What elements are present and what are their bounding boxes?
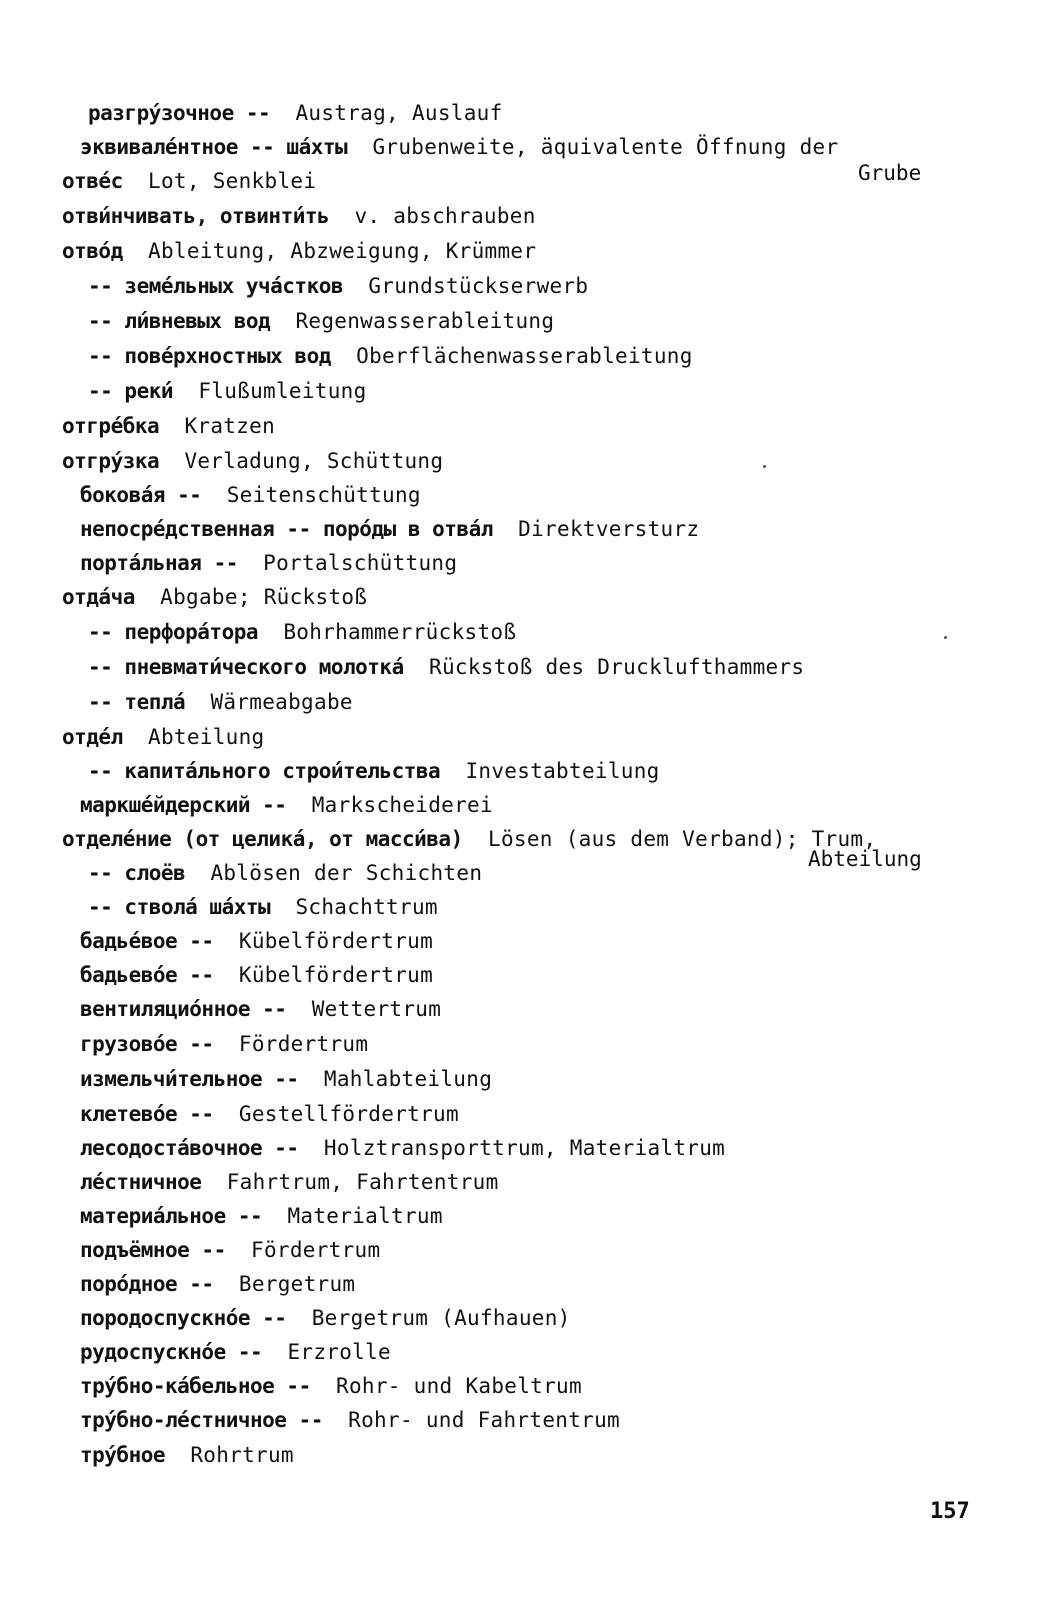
german-translation: Bergetrum: [238, 1272, 356, 1296]
german-translation: Direktversturz: [518, 517, 700, 541]
german-translation: v. abschrauben: [354, 204, 536, 228]
dictionary-entry: [62, 164, 316, 198]
russian-term: -- слоёв: [88, 861, 186, 885]
dictionary-entry: [80, 1403, 620, 1437]
overflow-word-abteilung: Abteilung: [808, 847, 922, 871]
dictionary-entry: [62, 580, 367, 614]
dictionary-entry: [88, 615, 516, 649]
dictionary-entry: [88, 856, 482, 890]
russian-term: -- капита́льного строи́тельства: [88, 759, 441, 783]
russian-term: непосре́дственная -- поро́ды в отва́л: [80, 517, 493, 541]
dictionary-entry: [88, 304, 554, 338]
russian-term: вентиляцио́нное --: [80, 997, 287, 1021]
german-translation: Fahrtrum, Fahrtentrum: [226, 1170, 499, 1194]
russian-term: -- ли́вневых вод: [88, 309, 271, 333]
dictionary-entry: [80, 992, 441, 1026]
dictionary-entry: [62, 822, 876, 856]
german-translation: Kübelfördertrum: [238, 929, 434, 953]
dictionary-entry: [80, 1301, 571, 1335]
scan-speck: [763, 465, 766, 468]
german-translation: Mahlabteilung: [323, 1067, 493, 1091]
overflow-word-grube: Grube: [858, 161, 922, 185]
dictionary-entry: [62, 199, 536, 233]
german-translation: Wettertrum: [311, 997, 442, 1021]
russian-term: грузово́е --: [80, 1032, 214, 1056]
dictionary-entry: [80, 546, 457, 580]
german-translation: Investabteilung: [465, 759, 660, 783]
russian-term: отгре́бка: [62, 414, 160, 438]
dictionary-entry: [80, 958, 433, 992]
russian-term: тру́бно-ле́стничное --: [80, 1408, 323, 1432]
german-translation: Markscheiderei: [311, 793, 493, 817]
dictionary-entry: [80, 512, 699, 546]
russian-term: отве́с: [62, 169, 123, 193]
dictionary-entry: [62, 234, 536, 268]
dictionary-entry: [80, 1335, 391, 1369]
german-translation: Lot, Senkblei: [148, 169, 317, 193]
dictionary-entry: [88, 96, 503, 130]
russian-term: отво́д: [62, 239, 123, 263]
russian-term: клетево́е --: [80, 1102, 214, 1126]
russian-term: -- земе́льных уча́стков: [88, 274, 344, 298]
dictionary-entry: [88, 339, 693, 373]
dictionary-entry: [80, 130, 838, 164]
german-translation: Gestellfördertrum: [238, 1102, 459, 1126]
dictionary-entry: [80, 478, 421, 512]
german-translation: Schachttrum: [295, 895, 438, 919]
german-translation: Ableitung, Abzweigung, Krümmer: [148, 239, 537, 263]
german-translation: Rohr- und Fahrtentrum: [348, 1408, 620, 1432]
russian-term: бадье́вое --: [80, 929, 214, 953]
russian-term: породоспускно́е --: [80, 1306, 287, 1330]
german-translation: Ablösen der Schichten: [210, 861, 483, 885]
russian-term: измельчи́тельное --: [80, 1067, 299, 1091]
dictionary-entry: [80, 1199, 443, 1233]
russian-term: отгру́зка: [62, 449, 160, 473]
german-translation: Abteilung: [148, 725, 265, 749]
russian-term: поро́дное --: [80, 1272, 214, 1296]
german-translation: Kübelfördertrum: [238, 963, 434, 987]
russian-term: отда́ча: [62, 585, 135, 609]
russian-term: тру́бно-ка́бельное --: [80, 1374, 311, 1398]
german-translation: Fördertrum: [251, 1238, 381, 1262]
german-translation: Kratzen: [184, 414, 276, 438]
russian-term: подъёмное --: [80, 1238, 226, 1262]
german-translation: Verladung, Schüttung: [184, 449, 444, 473]
german-translation: Fördertrum: [238, 1032, 369, 1056]
scan-speck: [944, 636, 947, 639]
german-translation: Holztransporttrum, Materialtrum: [323, 1136, 726, 1160]
dictionary-entry: [62, 409, 275, 443]
russian-term: бокова́я --: [80, 483, 202, 507]
russian-term: -- пневмати́ческого молотка́: [88, 655, 404, 679]
german-translation: Erzrolle: [287, 1340, 391, 1364]
german-translation: Austrag, Auslauf: [295, 101, 503, 125]
german-translation: Portalschüttung: [263, 551, 458, 575]
dictionary-entry: [88, 890, 438, 924]
russian-term: тру́бное: [80, 1443, 166, 1467]
dictionary-entry: [80, 1369, 582, 1403]
dictionary-entry: [62, 720, 265, 754]
dictionary-entry: [88, 650, 804, 684]
russian-term: лесодоста́вочное --: [80, 1136, 299, 1160]
russian-term: отде́л: [62, 725, 123, 749]
dictionary-entry: [80, 1062, 492, 1096]
dictionary-entry: [80, 924, 433, 958]
russian-term: порта́льная --: [80, 551, 238, 575]
page-number: 157: [930, 1499, 970, 1524]
russian-term: разгру́зочное --: [88, 101, 271, 125]
german-translation: Flußumleitung: [198, 379, 367, 403]
russian-term: отви́нчивать, отвинти́ть: [62, 204, 330, 228]
german-translation: Bohrhammerrückstoß: [283, 620, 517, 644]
german-translation: Bergetrum (Aufhauen): [311, 1306, 571, 1330]
dictionary-entry: [80, 1027, 368, 1061]
russian-term: -- пове́рхностных вод: [88, 344, 331, 368]
german-translation: Wärmeabgabe: [210, 690, 353, 714]
russian-term: -- ствола́ ша́хты: [88, 895, 271, 919]
german-translation: Regenwasserableitung: [295, 309, 555, 333]
russian-term: отделе́ние (от целика́, от масси́ва): [62, 827, 463, 851]
dictionary-entry: [88, 685, 353, 719]
russian-term: ле́стничное: [80, 1170, 202, 1194]
german-translation: Grundstückserwerb: [368, 274, 589, 298]
russian-term: эквивале́нтное -- ша́хты: [80, 135, 348, 159]
dictionary-entry: [80, 1131, 725, 1165]
dictionary-entry: [62, 444, 443, 478]
german-translation: Rohr- und Kabeltrum: [336, 1374, 582, 1398]
dictionary-entry: [80, 1233, 380, 1267]
dictionary-entry: [80, 1438, 294, 1472]
german-translation: Seitenschüttung: [226, 483, 421, 507]
dictionary-entry: [80, 1097, 459, 1131]
german-translation: Rückstoß des Drucklufthammers: [429, 655, 805, 679]
dictionary-entry: [88, 269, 588, 303]
russian-term: маркше́йдерский --: [80, 793, 287, 817]
german-translation: Grubenweite, äquivalente Öffnung der: [372, 135, 839, 159]
russian-term: бадьево́е --: [80, 963, 214, 987]
dictionary-entry: [88, 754, 660, 788]
german-translation: Oberflächenwasserableitung: [356, 344, 693, 368]
german-translation: Abgabe; Rückstoß: [160, 585, 368, 609]
german-translation: Rohrtrum: [190, 1443, 294, 1467]
russian-term: -- реки́: [88, 379, 174, 403]
russian-term: -- тепла́: [88, 690, 186, 714]
dictionary-entry: [80, 1267, 355, 1301]
german-translation: Lösen (aus dem Verband); Trum,: [488, 827, 877, 851]
dictionary-entry: [88, 374, 367, 408]
russian-term: -- перфора́тора: [88, 620, 259, 644]
russian-term: рудоспускно́е --: [80, 1340, 263, 1364]
russian-term: материа́льное --: [80, 1204, 263, 1228]
german-translation: Materialtrum: [287, 1204, 443, 1228]
dictionary-entry: [80, 1165, 499, 1199]
dictionary-entry: [80, 788, 493, 822]
